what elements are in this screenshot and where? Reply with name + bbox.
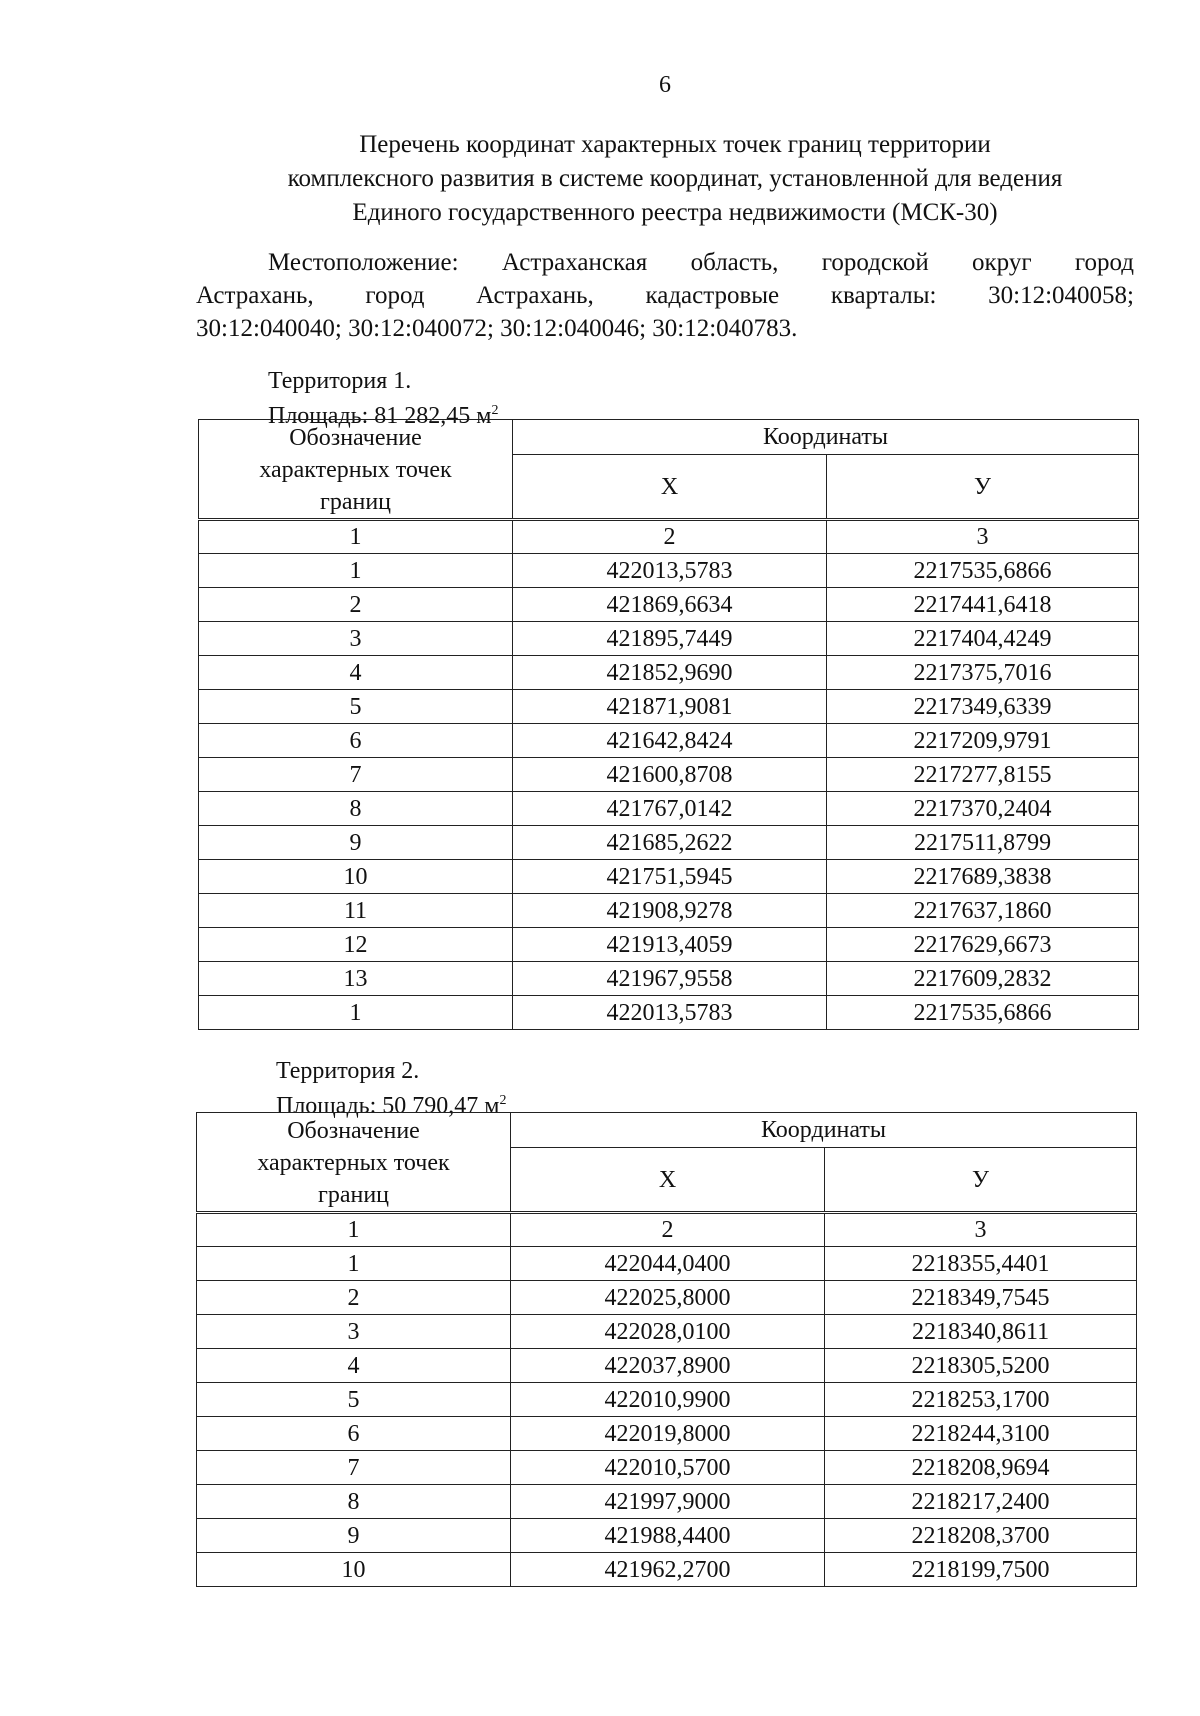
column-number-3: 3 (827, 520, 1139, 554)
x-cell: 421871,9081 (513, 690, 827, 724)
point-cell: 5 (197, 1383, 511, 1417)
x-cell: 421988,4400 (511, 1519, 825, 1553)
territory-1-area: Площадь: 81 282,45 $м^2$ (268, 403, 499, 429)
y-cell: 2218208,9694 (825, 1451, 1137, 1485)
point-label-header: Обозначение характерных точек границ (199, 420, 513, 520)
x-header: X (511, 1148, 825, 1213)
location-paragraph (196, 246, 1134, 345)
y-cell: 2218355,4401 (825, 1247, 1137, 1281)
point-cell: 5 (199, 690, 513, 724)
table-row (197, 1247, 1137, 1281)
x-cell: 421767,0142 (513, 792, 827, 826)
table-row (197, 1519, 1137, 1553)
y-cell: 2217535,6866 (827, 996, 1139, 1030)
location-line-1: Местоположение: Астраханская область, городской округ город (268, 249, 1134, 276)
y-cell: 2217689,3838 (827, 860, 1139, 894)
y-cell: 2217609,2832 (827, 962, 1139, 996)
column-number-3: 3 (825, 1213, 1137, 1247)
x-cell: 422025,8000 (511, 1281, 825, 1315)
territory-2-area: Площадь: 50 790,47 $м^2$ (276, 1093, 507, 1119)
y-cell: 2217511,8799 (827, 826, 1139, 860)
table-row (199, 758, 1139, 792)
point-cell: 6 (199, 724, 513, 758)
table-row (197, 1485, 1137, 1519)
y-cell: 2218199,7500 (825, 1553, 1137, 1587)
y-cell: 2217535,6866 (827, 554, 1139, 588)
point-cell: 10 (197, 1553, 511, 1587)
y-cell: 2218217,2400 (825, 1485, 1137, 1519)
x-cell: 421751,5945 (513, 860, 827, 894)
x-cell: 422028,0100 (511, 1315, 825, 1349)
y-header: У (825, 1148, 1137, 1213)
point-cell: 1 (199, 996, 513, 1030)
y-cell: 2217441,6418 (827, 588, 1139, 622)
y-cell: 2217629,6673 (827, 928, 1139, 962)
point-cell: 12 (199, 928, 513, 962)
x-cell: 422044,0400 (511, 1247, 825, 1281)
table-row (199, 826, 1139, 860)
x-header: X (513, 455, 827, 520)
column-number-2: 2 (511, 1213, 825, 1247)
x-cell: 421967,9558 (513, 962, 827, 996)
x-cell: 421895,7449 (513, 622, 827, 656)
page-number: 6 (659, 72, 671, 98)
x-cell: 421685,2622 (513, 826, 827, 860)
point-cell: 8 (199, 792, 513, 826)
table-row (197, 1315, 1137, 1349)
x-cell: 422013,5783 (513, 996, 827, 1030)
x-cell: 421962,2700 (511, 1553, 825, 1587)
y-header: У (827, 455, 1139, 520)
point-cell: 1 (197, 1247, 511, 1281)
point-cell: 4 (199, 656, 513, 690)
point-cell: 10 (199, 860, 513, 894)
x-cell: 421908,9278 (513, 894, 827, 928)
coordinates-header: Координаты (513, 420, 1139, 455)
y-cell: 2218244,3100 (825, 1417, 1137, 1451)
y-cell: 2218253,1700 (825, 1383, 1137, 1417)
table-row (199, 656, 1139, 690)
territory-2-table (196, 1112, 1137, 1587)
point-cell: 2 (199, 588, 513, 622)
x-cell: 422013,5783 (513, 554, 827, 588)
table-row (197, 1281, 1137, 1315)
point-cell: 9 (199, 826, 513, 860)
y-cell: 2218349,7545 (825, 1281, 1137, 1315)
territory-2-name: Территория 2. (276, 1058, 420, 1084)
table-row (199, 724, 1139, 758)
table-row (199, 894, 1139, 928)
point-cell: 7 (197, 1451, 511, 1485)
x-cell: 422037,8900 (511, 1349, 825, 1383)
column-number-1: 1 (197, 1213, 511, 1247)
table-row (197, 1417, 1137, 1451)
territory-1-name: Территория 1. (268, 368, 412, 394)
table-row (199, 792, 1139, 826)
point-cell: 9 (197, 1519, 511, 1553)
location-line-3: 30:12:040040; 30:12:040072; 30:12:040046; 30:12:040783. (196, 315, 798, 342)
y-cell: 2217349,6339 (827, 690, 1139, 724)
y-cell: 2218208,3700 (825, 1519, 1137, 1553)
title-line-2: комплексного развития в системе координат, установленной для ведения (287, 165, 1063, 192)
table-row (199, 588, 1139, 622)
y-cell: 2217277,8155 (827, 758, 1139, 792)
table-row (199, 928, 1139, 962)
y-cell: 2218340,8611 (825, 1315, 1137, 1349)
column-number-2: 2 (513, 520, 827, 554)
y-cell: 2217370,2404 (827, 792, 1139, 826)
x-cell: 422010,5700 (511, 1451, 825, 1485)
point-cell: 3 (197, 1315, 511, 1349)
point-cell: 6 (197, 1417, 511, 1451)
table-row (197, 1451, 1137, 1485)
point-cell: 3 (199, 622, 513, 656)
table-row (199, 690, 1139, 724)
x-cell: 421642,8424 (513, 724, 827, 758)
point-cell: 2 (197, 1281, 511, 1315)
document-title (190, 128, 1160, 230)
y-cell: 2217637,1860 (827, 894, 1139, 928)
x-cell: 422010,9900 (511, 1383, 825, 1417)
y-cell: 2218305,5200 (825, 1349, 1137, 1383)
title-line-3: Единого государственного реестра недвижимости (МСК-30) (352, 199, 998, 226)
point-cell: 4 (197, 1349, 511, 1383)
table-row (197, 1553, 1137, 1587)
x-cell: 421852,9690 (513, 656, 827, 690)
x-cell: 422019,8000 (511, 1417, 825, 1451)
x-cell: 421997,9000 (511, 1485, 825, 1519)
table-row (199, 554, 1139, 588)
x-cell: 421869,6634 (513, 588, 827, 622)
territory-1-table (198, 419, 1139, 1030)
point-label-header: Обозначение характерных точек границ (197, 1113, 511, 1213)
title-line-1: Перечень координат характерных точек границ территории (359, 131, 991, 158)
point-cell: 8 (197, 1485, 511, 1519)
y-cell: 2217404,4249 (827, 622, 1139, 656)
table-row (199, 962, 1139, 996)
table-row (199, 860, 1139, 894)
table-row (199, 996, 1139, 1030)
point-cell: 1 (199, 554, 513, 588)
coordinates-header: Координаты (511, 1113, 1137, 1148)
point-cell: 11 (199, 894, 513, 928)
table-row (199, 622, 1139, 656)
y-cell: 2217375,7016 (827, 656, 1139, 690)
point-cell: 13 (199, 962, 513, 996)
x-cell: 421913,4059 (513, 928, 827, 962)
table-row (197, 1349, 1137, 1383)
column-number-1: 1 (199, 520, 513, 554)
y-cell: 2217209,9791 (827, 724, 1139, 758)
table-row (197, 1383, 1137, 1417)
point-cell: 7 (199, 758, 513, 792)
location-line-2: Астрахань, город Астрахань, кадастровые кварталы: 30:12:040058; (196, 282, 1134, 309)
x-cell: 421600,8708 (513, 758, 827, 792)
